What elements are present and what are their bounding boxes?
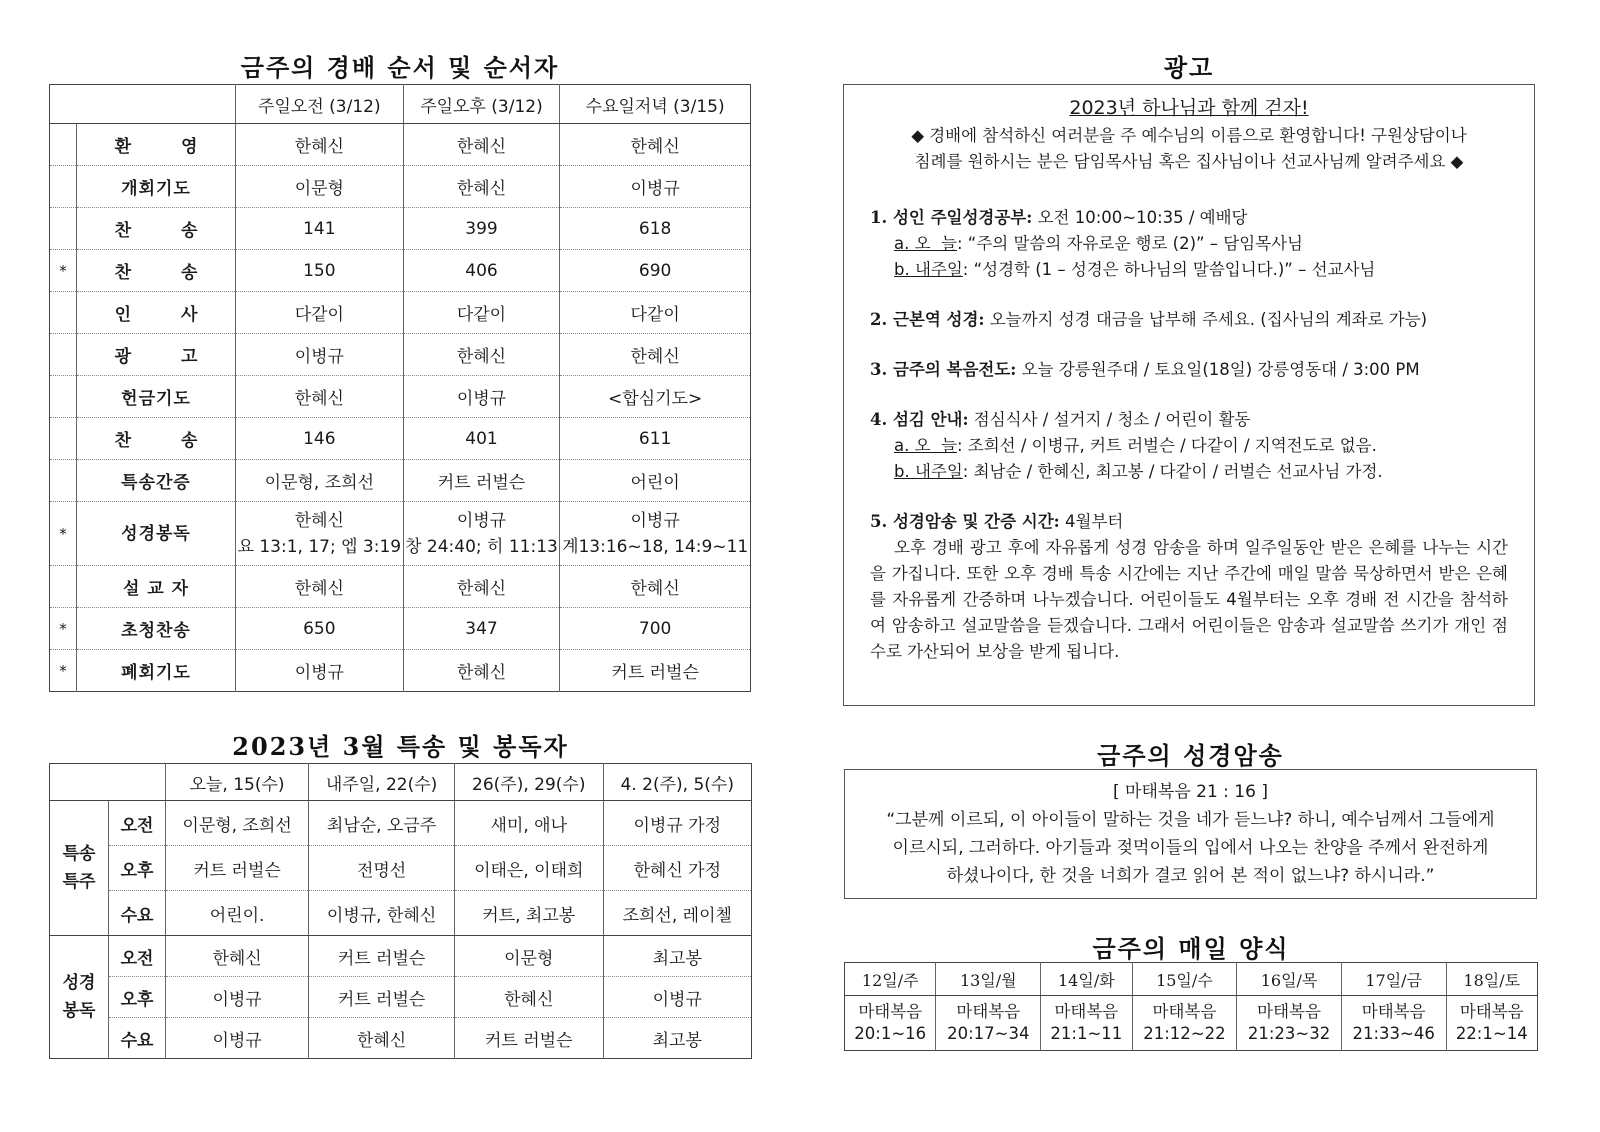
order-title: 금주의 경배 순서 및 순서자 — [240, 53, 560, 82]
order-cell-person: 700 — [638, 618, 672, 639]
order-cell-person: 한혜신 — [456, 179, 507, 199]
order-item-label: 폐회기도 — [77, 650, 236, 692]
verse-line: 이르시되, 그러하다. 아기들과 젖먹이들의 입에서 나오는 찬양을 주께서 완전하게 — [892, 838, 1489, 858]
order-item-label: 성경봉독 — [77, 502, 236, 566]
special-cell: 커트 러벌슨 — [455, 1018, 604, 1059]
order-item-label: 광 고 — [77, 334, 236, 376]
order-header-row — [50, 85, 751, 124]
order-row — [50, 166, 751, 208]
order-cell — [236, 566, 404, 608]
daily-reading-row — [845, 996, 1538, 1051]
daily-reading-cell — [936, 996, 1041, 1051]
special-service-label: 오후 — [109, 977, 166, 1018]
order-row — [50, 608, 751, 650]
ad-item-text: 오늘 강릉원주대 / 토요일(18일) 강릉영동대 / 3:00 PM — [1016, 360, 1420, 379]
order-cell — [403, 376, 560, 418]
order-cell — [560, 650, 751, 692]
ad-sub-item — [870, 257, 1508, 283]
group-label-line: 특송 — [62, 844, 96, 864]
special-header-blank — [50, 764, 166, 801]
order-cell-scripture-ref: 요 13:1, 17; 엡 3:19 — [237, 536, 402, 557]
order-cell-scripture-ref: 창 24:40; 히 11:13 — [405, 536, 558, 557]
daily-day-header: 13일/월 — [936, 963, 1041, 996]
order-cell-person: 401 — [465, 428, 498, 449]
order-cell-person: 한혜신 — [294, 137, 344, 157]
daily-book: 마태복음 — [1257, 1002, 1321, 1021]
special-cell: 어린이. — [166, 891, 309, 936]
order-row — [50, 418, 751, 460]
daily-book: 마태복음 — [956, 1002, 1021, 1021]
order-cell-person: 한혜신 — [630, 579, 680, 599]
ads-box — [843, 84, 1535, 706]
special-cell: 이병규 — [603, 977, 752, 1018]
daily-reference: 21:23~32 — [1247, 1024, 1331, 1043]
order-item-label: 헌금기도 — [77, 376, 236, 418]
order-cell — [236, 166, 404, 208]
group-label-line: 봉독 — [62, 1001, 96, 1021]
special-row — [50, 1018, 752, 1059]
order-item-label: 특송간증 — [77, 460, 236, 502]
required-standing-marker — [50, 460, 77, 502]
ad-item — [870, 509, 1508, 665]
order-cell-person: 이병규 — [294, 347, 344, 367]
order-cell — [560, 376, 751, 418]
daily-day-header: 18일/토 — [1446, 963, 1538, 996]
order-cell — [236, 208, 404, 250]
order-cell-person: 커트 러벌슨 — [611, 663, 699, 683]
special-row — [50, 891, 752, 936]
order-table — [49, 84, 751, 692]
verse-reference: [ 마태복음 21 : 16 ] — [1113, 782, 1268, 802]
order-cell-person: 이병규 — [630, 179, 680, 199]
order-cell — [403, 566, 560, 608]
special-service-label: 수요 — [109, 891, 166, 936]
required-standing-marker: * — [50, 608, 77, 650]
order-cell — [560, 334, 751, 376]
special-cell: 이문형 — [455, 936, 604, 977]
order-item-label: 인 사 — [77, 292, 236, 334]
order-cell-person: 한혜신 — [630, 137, 680, 157]
order-cell-person: 이병규 — [294, 663, 344, 683]
ad-sub-text: : “성경학 (1 – 성경은 하나님의 말씀입니다.)” – 선교사님 — [962, 260, 1376, 279]
order-cell — [236, 334, 404, 376]
required-standing-marker — [50, 166, 77, 208]
special-cell: 이병규, 한혜신 — [309, 891, 455, 936]
special-service-label: 오전 — [109, 801, 166, 846]
daily-header-row — [845, 963, 1538, 996]
daily-reference: 21:12~22 — [1143, 1024, 1226, 1043]
order-cell — [403, 250, 560, 292]
order-cell-scripture-ref: 계13:16~18, 14:9~11 — [562, 536, 749, 557]
daily-book: 마태복음 — [1361, 1002, 1426, 1021]
order-cell-person: <합심기도> — [608, 389, 703, 409]
daily-reading-cell — [1132, 996, 1237, 1051]
order-cell-person: 이병규 — [456, 389, 507, 409]
daily-title: 금주의 매일 양식 — [1092, 934, 1290, 963]
special-service-label: 수요 — [109, 1018, 166, 1059]
daily-reading-cell — [1341, 996, 1446, 1051]
order-cell-person: 한혜신 — [456, 137, 507, 157]
daily-reference: 21:33~46 — [1352, 1024, 1435, 1043]
special-title: 2023년 3월 특송 및 봉독자 — [232, 732, 569, 761]
order-cell — [560, 250, 751, 292]
special-cell: 한혜신 — [455, 977, 604, 1018]
order-row — [50, 124, 751, 166]
daily-book: 마태복음 — [858, 1002, 923, 1021]
required-standing-marker: * — [59, 661, 67, 680]
ad-item — [870, 407, 1508, 485]
order-row — [50, 334, 751, 376]
order-cell-person: 다같이 — [294, 305, 344, 325]
special-col-header: 26(주), 29(수) — [455, 764, 604, 801]
ads-intro — [870, 123, 1508, 175]
special-cell: 이병규 — [166, 1018, 309, 1059]
order-cell-person: 한혜신 — [456, 663, 507, 683]
daily-reference: 21:1~11 — [1050, 1024, 1123, 1043]
order-cell — [560, 292, 751, 334]
order-cell — [403, 502, 560, 566]
special-col-header: 내주일, 22(수) — [309, 764, 455, 801]
order-cell-person: 이문형, 조희선 — [264, 473, 374, 493]
order-cell — [560, 208, 751, 250]
order-cell — [560, 124, 751, 166]
order-cell-person: 한혜신 — [630, 347, 680, 367]
ad-item — [870, 307, 1508, 333]
order-col-header: 수요일저녁 (3/15) — [560, 85, 751, 124]
daily-book: 마태복음 — [1054, 1002, 1119, 1021]
order-cell-person: 한혜신 — [456, 347, 507, 367]
ad-item — [870, 357, 1508, 383]
special-cell: 한혜신 — [309, 1018, 455, 1059]
order-cell — [236, 608, 404, 650]
ad-item-line — [870, 357, 1508, 383]
order-item-label: 찬 송 — [77, 208, 236, 250]
order-cell — [236, 650, 404, 692]
order-cell — [403, 124, 560, 166]
required-standing-marker — [50, 418, 77, 460]
order-row — [50, 502, 751, 566]
daily-day-header: 12일/주 — [845, 963, 936, 996]
special-row — [50, 801, 752, 846]
daily-reading-cell — [1446, 996, 1538, 1051]
order-cell — [236, 460, 404, 502]
daily-reading-cell — [845, 996, 936, 1051]
order-item-label: 초청찬송 — [77, 608, 236, 650]
special-service-label: 오전 — [109, 936, 166, 977]
ads-title: 광고 — [1163, 53, 1215, 82]
special-cell: 최고봉 — [603, 1018, 752, 1059]
group-label-line: 특주 — [62, 872, 96, 892]
required-standing-marker — [50, 292, 77, 334]
order-cell — [403, 650, 560, 692]
daily-table — [844, 962, 1538, 1051]
ad-item-line — [870, 509, 1508, 535]
ad-item-title: 2. 근본역 성경: — [870, 310, 985, 329]
order-item-label: 개회기도 — [77, 166, 236, 208]
order-cell-person: 399 — [465, 218, 498, 239]
special-cell: 커트, 최고봉 — [455, 891, 604, 936]
order-cell — [403, 208, 560, 250]
order-cell — [403, 334, 560, 376]
ad-sub-item — [870, 231, 1508, 257]
required-standing-marker — [50, 124, 77, 166]
special-row — [50, 846, 752, 891]
special-group-label — [50, 936, 109, 1059]
daily-reading-cell — [1237, 996, 1342, 1051]
order-item-label: 찬 송 — [77, 250, 236, 292]
order-col-header: 주일오전 (3/12) — [236, 85, 404, 124]
special-col-header: 4. 2(주), 5(수) — [603, 764, 752, 801]
order-cell-person: 커트 러벌슨 — [437, 473, 526, 493]
daily-reading-cell — [1041, 996, 1132, 1051]
order-cell — [236, 376, 404, 418]
ads-items — [870, 205, 1508, 665]
special-cell: 이병규 — [166, 977, 309, 1018]
special-cell: 이태은, 이태희 — [455, 846, 604, 891]
order-cell-person: 한혜신 — [294, 389, 344, 409]
special-cell: 이병규 가정 — [603, 801, 752, 846]
order-cell — [236, 502, 404, 566]
daily-book: 마태복음 — [1152, 1002, 1217, 1021]
ad-item-title: 4. 섬김 안내: — [870, 410, 969, 429]
special-row — [50, 977, 752, 1018]
special-col-header: 오늘, 15(수) — [166, 764, 309, 801]
order-col-header: 주일오후 (3/12) — [403, 85, 560, 124]
order-cell — [560, 460, 751, 502]
ad-item-title: 1. 성인 주일성경공부: — [870, 208, 1033, 227]
ad-sub-item — [870, 459, 1508, 485]
required-standing-marker — [50, 208, 77, 250]
ad-item-title: 5. 성경암송 및 간증 시간: — [870, 512, 1060, 531]
daily-day-header: 17일/금 — [1341, 963, 1446, 996]
order-cell-person: 한혜신 — [294, 579, 344, 599]
order-cell — [560, 608, 751, 650]
order-cell — [403, 292, 560, 334]
order-cell — [403, 418, 560, 460]
special-cell: 커트 러벌슨 — [166, 846, 309, 891]
order-cell-person: 406 — [465, 260, 498, 281]
special-cell: 커트 러벌슨 — [309, 936, 455, 977]
special-cell: 최고봉 — [603, 936, 752, 977]
required-standing-marker: * — [50, 502, 77, 566]
special-row — [50, 936, 752, 977]
ad-item-paragraph: 오후 경배 광고 후에 자유롭게 성경 암송을 하며 일주일동안 받은 은혜를 나누는 시간을 가집니다. 또한 오후 경배 특송 시간에는 지난 주간에 매일 말씀 묵상하면서 받은 은혜를 자유롭게 간증하며 나누겠습니다. 어린이들도 4월부터는 오후 경배 전 시간을 참석하여 암송하고 설교말씀을 듣겠습니다. 그래서 어린이들은 암송과 설교말씀 쓰기가 개인 점수로 가산되어 보상을 받게 됩니다. — [870, 538, 1508, 661]
ad-sub-text: : “주의 말씀의 자유로운 행로 (2)” – 담임목사님 — [956, 234, 1303, 253]
ad-item-line — [870, 307, 1508, 333]
order-item-label: 설 교 자 — [77, 566, 236, 608]
order-item-label: 환 영 — [77, 124, 236, 166]
special-cell: 전명선 — [309, 846, 455, 891]
required-standing-marker — [50, 566, 77, 608]
ad-sub-text: : 조희선 / 이병규, 커트 러벌슨 / 다같이 / 지역전도로 없음. — [956, 436, 1377, 455]
daily-reference: 20:1~16 — [854, 1024, 927, 1043]
order-cell — [236, 292, 404, 334]
daily-book: 마태복음 — [1459, 1002, 1524, 1021]
ads-intro-line: 침례를 원하시는 분은 담임목사님 혹은 집사님이나 선교사님께 알려주세요 ◆ — [914, 152, 1464, 171]
order-cell-person: 347 — [465, 618, 498, 639]
order-item-label: 찬 송 — [77, 418, 236, 460]
verse-box — [844, 769, 1537, 899]
special-cell: 새미, 애나 — [455, 801, 604, 846]
order-cell — [560, 502, 751, 566]
order-cell-person: 어린이 — [630, 473, 680, 493]
required-standing-marker — [50, 376, 77, 418]
ad-item-line — [870, 205, 1508, 231]
daily-reference: 20:17~34 — [947, 1024, 1030, 1043]
order-cell-person: 다같이 — [456, 305, 507, 325]
ad-sub-tag: a. 오 늘 — [894, 436, 957, 455]
special-service-label: 오후 — [109, 846, 166, 891]
verse-title: 금주의 성경암송 — [1097, 741, 1284, 770]
order-cell-person: 146 — [303, 428, 336, 449]
order-cell — [560, 166, 751, 208]
special-table — [49, 763, 752, 1059]
special-header-row — [50, 764, 752, 801]
ad-item-text: 점심식사 / 설거지 / 청소 / 어린이 활동 — [968, 410, 1251, 429]
order-cell-person: 이문형 — [294, 179, 344, 199]
group-label-line: 성경 — [62, 973, 96, 993]
special-cell: 조희선, 레이첼 — [603, 891, 752, 936]
order-cell-person: 618 — [638, 218, 672, 239]
required-standing-marker — [50, 334, 77, 376]
order-cell — [236, 250, 404, 292]
order-cell-person: 한혜신 — [294, 510, 344, 531]
required-standing-marker: * — [50, 250, 77, 292]
order-cell-person: 650 — [303, 618, 336, 639]
order-cell — [403, 608, 560, 650]
order-row — [50, 250, 751, 292]
order-row — [50, 460, 751, 502]
order-cell — [236, 418, 404, 460]
order-cell-person: 141 — [303, 218, 336, 239]
order-row — [50, 208, 751, 250]
special-cell: 한혜신 가정 — [603, 846, 752, 891]
ad-item-text: 오늘까지 성경 대금을 납부해 주세요. (집사님의 계좌로 가능) — [984, 310, 1428, 329]
special-group-label — [50, 801, 109, 936]
special-cell: 이문형, 조희선 — [166, 801, 309, 846]
order-cell — [403, 166, 560, 208]
order-row — [50, 376, 751, 418]
order-cell — [560, 566, 751, 608]
ads-intro-line: ◆ 경배에 참석하신 여러분을 주 예수님의 이름으로 환영합니다! 구원상담이나 — [911, 126, 1467, 145]
order-cell-person: 611 — [638, 428, 672, 449]
ad-item-title: 3. 금주의 복음전도: — [870, 360, 1017, 379]
order-row — [50, 292, 751, 334]
ad-sub-tag: a. 오 늘 — [894, 234, 957, 253]
ads-headline: 2023년 하나님과 함께 걷자! — [1069, 97, 1309, 119]
ad-sub-tag: b. 내주일 — [894, 260, 963, 279]
daily-reference: 22:1~14 — [1455, 1024, 1528, 1043]
ad-sub-item — [870, 433, 1508, 459]
daily-day-header: 15일/수 — [1132, 963, 1237, 996]
order-cell-person: 다같이 — [630, 305, 680, 325]
ad-item — [870, 205, 1508, 283]
order-row — [50, 650, 751, 692]
order-cell-person: 이병규 — [456, 510, 507, 531]
daily-day-header: 16일/목 — [1237, 963, 1342, 996]
order-cell — [560, 418, 751, 460]
special-cell: 최남순, 오금주 — [309, 801, 455, 846]
order-cell-person: 690 — [638, 260, 672, 281]
order-cell — [236, 124, 404, 166]
order-row — [50, 566, 751, 608]
order-cell-person: 한혜신 — [456, 579, 507, 599]
verse-line: 하셨나이다, 한 것을 너희가 결코 읽어 본 적이 없느냐? 하시니라.” — [946, 866, 1435, 886]
ad-sub-text: : 최남순 / 한혜신, 최고봉 / 다같이 / 러벌슨 선교사님 가정. — [962, 462, 1383, 481]
verse-line: “그분께 이르되, 이 아이들이 말하는 것을 네가 듣느냐? 하니, 예수님께서 그들에게 — [886, 810, 1495, 830]
ad-item-line — [870, 407, 1508, 433]
special-cell: 한혜신 — [166, 936, 309, 977]
order-header-blank — [50, 85, 236, 124]
order-cell-person: 이병규 — [630, 510, 680, 531]
ad-item-text: 오전 10:00~10:35 / 예배당 — [1032, 208, 1248, 227]
ad-sub-tag: b. 내주일 — [894, 462, 963, 481]
daily-day-header: 14일/화 — [1041, 963, 1132, 996]
ad-item-text: 4월부터 — [1059, 512, 1124, 531]
special-cell: 커트 러벌슨 — [309, 977, 455, 1018]
order-cell — [403, 460, 560, 502]
order-cell-person: 150 — [303, 260, 336, 281]
